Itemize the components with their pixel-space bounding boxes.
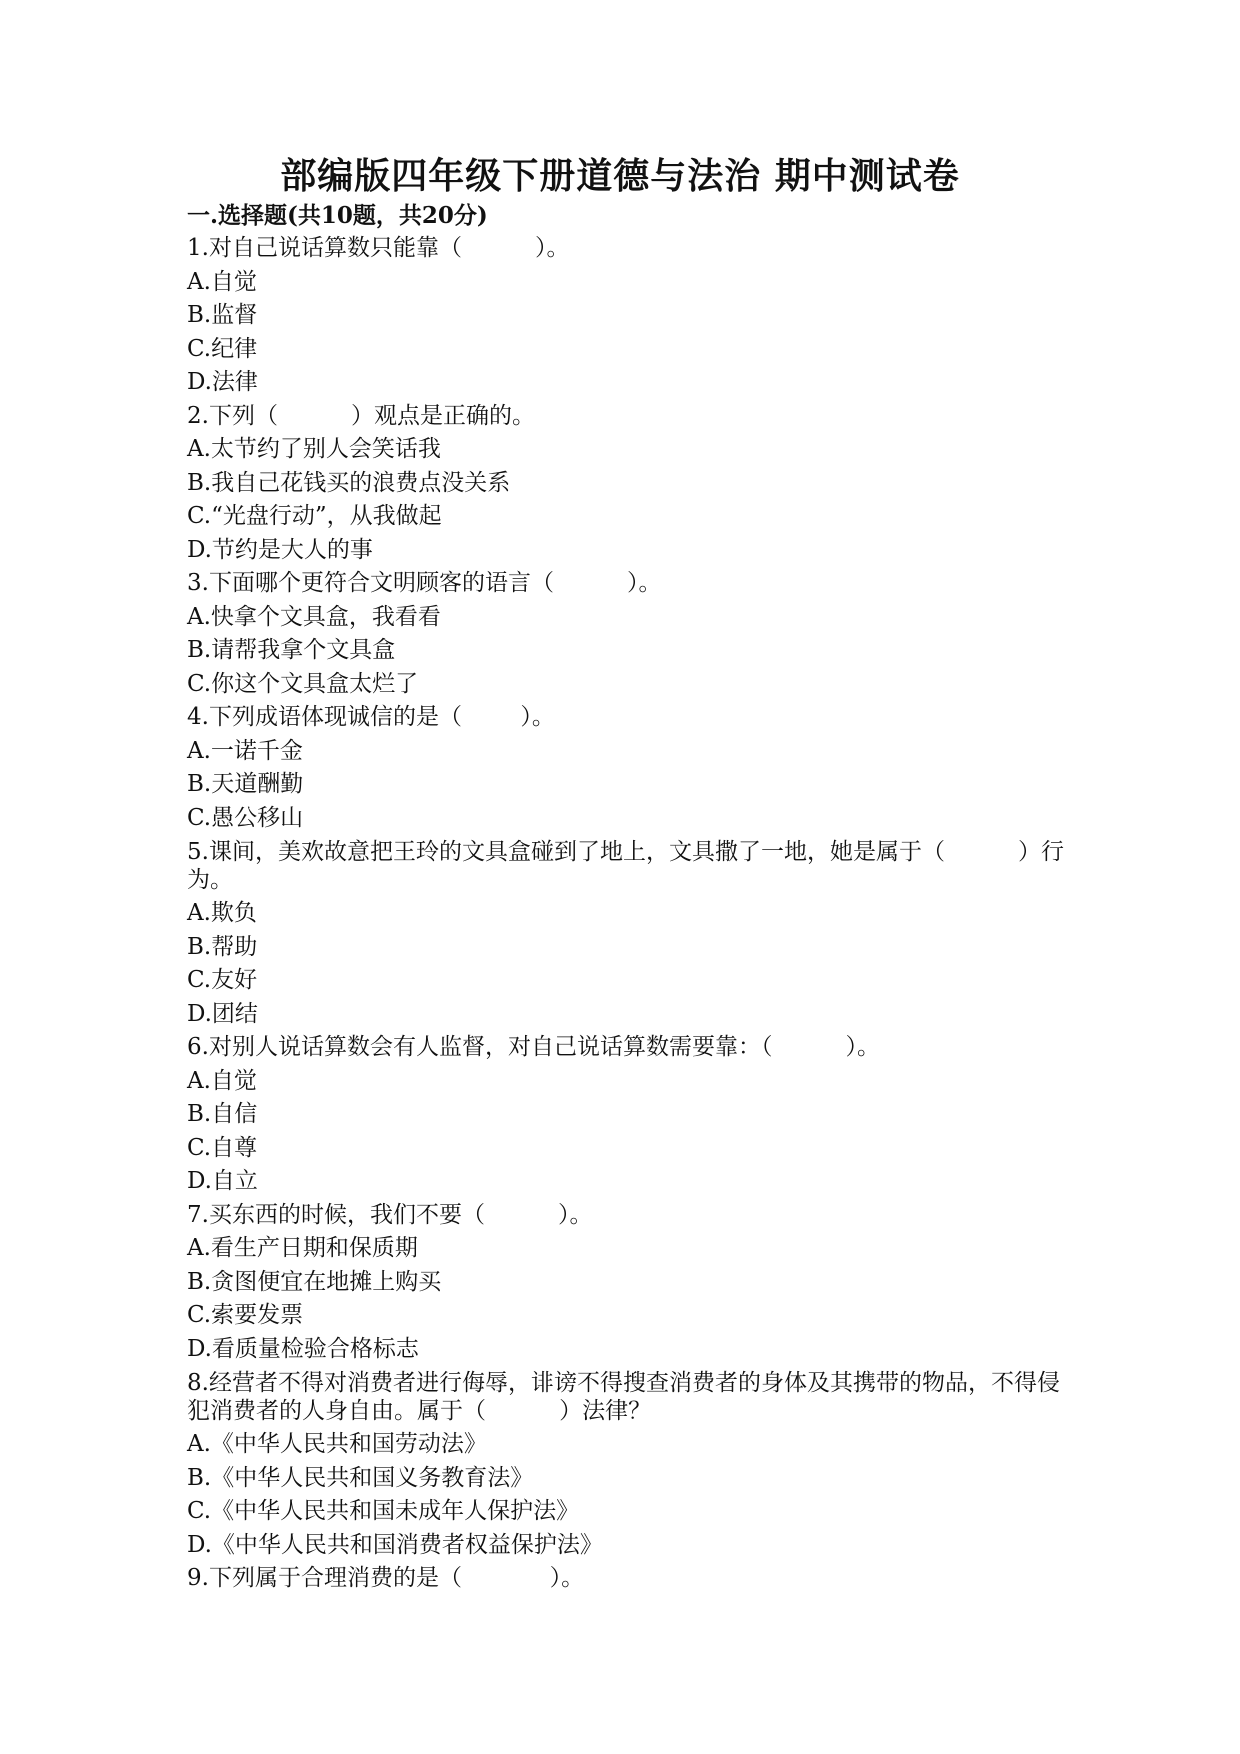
question-stem: 7.买东西的时候，我们不要（ ）。 [187, 1201, 593, 1228]
option-d: D.《中华人民共和国消费者权益保护法》 [187, 1531, 603, 1558]
question-stem: 4.下列成语体现诚信的是（ ）。 [187, 704, 555, 730]
option-b: B.《中华人民共和国义务教育法》 [187, 1464, 534, 1491]
option-a: A.自觉 [187, 268, 257, 295]
option-a: A.欺负 [187, 900, 257, 926]
question-9 [187, 1562, 1077, 1596]
option-a: A.一诺千金 [187, 737, 303, 764]
option-c: C.索要发票 [187, 1302, 304, 1328]
question-stem: 5.课间，美欢故意把王玲的文具盒碰到了地上，文具撒了一地，她是属于（ ）行为。 [187, 839, 1065, 893]
question-6 [187, 1031, 1077, 1199]
option-c: C.愚公移山 [187, 804, 304, 831]
option-a: A.《中华人民共和国劳动法》 [187, 1431, 487, 1457]
option-d: D.自立 [187, 1168, 258, 1194]
option-c: C.纪律 [187, 335, 258, 362]
question-7 [187, 1199, 1077, 1367]
option-d: D.节约是大人的事 [187, 536, 373, 563]
question-stem: 3.下面哪个更符合文明顾客的语言（ ）。 [187, 570, 662, 596]
question-stem: 8.经营者不得对消费者进行侮辱，诽谤不得搜查消费者的身体及其携带的物品，不得侵犯消费者的人身自由。属于（ ）法律？ [187, 1370, 1060, 1424]
question-8 [187, 1366, 1077, 1562]
option-d: D.法律 [187, 369, 258, 395]
option-d: D.看质量检验合格标志 [187, 1335, 419, 1362]
option-c: C.你这个文具盒太烂了 [187, 670, 419, 697]
question-stem: 1.对自己说话算数只能靠（ ）。 [187, 235, 570, 261]
option-a: A.看生产日期和保质期 [187, 1235, 418, 1261]
question-stem: 6.对别人说话算数会有人监督，对自己说话算数需要靠：（ ）。 [187, 1034, 881, 1060]
option-b: B.我自己花钱买的浪费点没关系 [187, 469, 511, 496]
option-a: A.快拿个文具盒，我看看 [187, 603, 441, 630]
document-title: 部编版四年级下册道德与法治 期中测试卷 [280, 155, 960, 197]
question-stem: 2.下列（ ）观点是正确的。 [187, 402, 536, 429]
option-b: B.请帮我拿个文具盒 [187, 637, 396, 663]
option-c: C.友好 [187, 967, 258, 993]
option-b: B.贪图便宜在地摊上购买 [187, 1268, 442, 1295]
option-b: B.自信 [187, 1101, 258, 1127]
option-b: B.帮助 [187, 933, 258, 960]
option-c: C.“光盘行动”，从我做起 [187, 503, 442, 529]
exam-content [187, 199, 1077, 1596]
question-3 [187, 567, 1077, 701]
question-1 [187, 232, 1077, 400]
question-2 [187, 400, 1077, 568]
option-a: A.太节约了别人会笑话我 [187, 436, 441, 462]
question-5 [187, 835, 1077, 1031]
option-d: D.团结 [187, 1000, 258, 1027]
option-c: C.《中华人民共和国未成年人保护法》 [187, 1498, 580, 1524]
option-b: B.监督 [187, 302, 258, 328]
option-a: A.自觉 [187, 1067, 257, 1094]
section-heading: 一.选择题(共10题，共20分) [187, 202, 488, 229]
question-4 [187, 701, 1077, 835]
option-c: C.自尊 [187, 1134, 258, 1161]
option-b: B.天道酬勤 [187, 771, 304, 797]
question-stem: 9.下列属于合理消费的是（ ）。 [187, 1565, 585, 1591]
